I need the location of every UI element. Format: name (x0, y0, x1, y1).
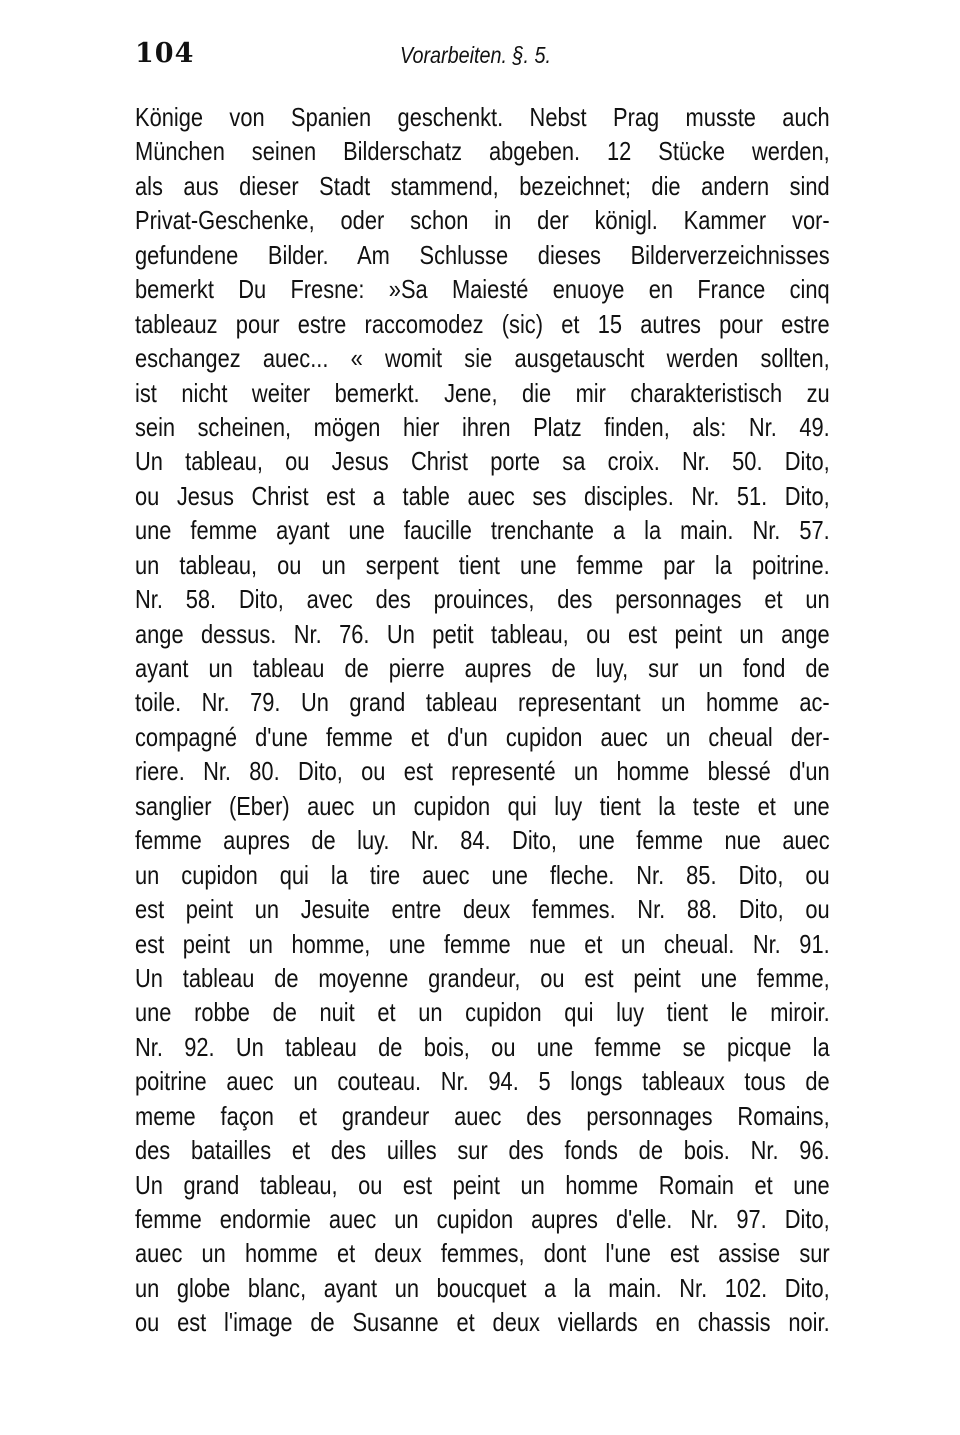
text-line: toile. Nr. 79. Un grand tableau representant un homme ac- (135, 687, 830, 718)
text-line: Un tableau de moyenne grandeur, ou est peint une femme, (135, 962, 830, 993)
text-line: des batailles et des uilles sur des fonds de bois. Nr. 96. (135, 1135, 830, 1166)
text-line: München seinen Bilderschatz abgeben. 12 Stücke werden, (135, 136, 830, 167)
text-line: est peint un homme, une femme nue et un cheual. Nr. 91. (135, 928, 830, 959)
running-head: Vorarbeiten. §. 5. (400, 42, 552, 68)
text-line: ou est l'image de Susanne et deux viellards en chassis noir. (135, 1307, 830, 1338)
text-line: tableauz pour estre raccomodez (sic) et 15 autres pour estre (135, 308, 830, 339)
text-line: riere. Nr. 80. Dito, ou est representé un homme blessé d'un (135, 756, 830, 787)
text-line: Nr. 58. Dito, avec des prouinces, des personnages et un (135, 584, 830, 615)
text-line: un cupidon qui la tire auec une fleche. Nr. 85. Dito, ou (135, 859, 830, 890)
text-line: un tableau, ou un serpent tient une femme par la poitrine. (135, 549, 830, 580)
text-line: femme endormie auec un cupidon aupres d'elle. Nr. 97. Dito, (135, 1204, 830, 1234)
text-line: ist nicht weiter bemerkt. Jene, die mir charakteristisch zu (135, 377, 830, 408)
text-line: sein scheinen, mögen hier ihren Platz finden, als: Nr. 49. (135, 411, 830, 442)
text-line: als aus dieser Stadt stammend, bezeichnet; die andern sind (135, 170, 830, 201)
text-line: Un tableau, ou Jesus Christ porte sa croix. Nr. 50. Dito, (135, 446, 830, 477)
text-line: eschangez auec... « womit sie ausgetauscht werden sollten, (135, 343, 830, 374)
text-line: auec un homme et deux femmes, dont l'une est assise sur (135, 1238, 830, 1269)
page-number: 104 (135, 38, 195, 69)
text-line: sanglier (Eber) auec un cupidon qui luy tient la teste et une (135, 790, 830, 821)
text-line: une femme ayant une faucille trenchante a la main. Nr. 57. (135, 515, 830, 546)
text-line: ayant un tableau de pierre aupres de luy, sur un fond de (135, 653, 830, 683)
text-line: gefundene Bilder. Am Schlusse dieses Bilderverzeichnisses (135, 239, 830, 270)
text-line: ange dessus. Nr. 76. Un petit tableau, ou est peint un ange (135, 618, 830, 649)
text-line: poitrine auec un couteau. Nr. 94. 5 longs tableaux tous de (135, 1066, 830, 1097)
page-header (135, 38, 830, 82)
text-line: Nr. 92. Un tableau de bois, ou une femme se picque la (135, 1031, 830, 1062)
text-line: compagné d'une femme et d'un cupidon auec un cheual der- (135, 721, 830, 752)
text-line: femme aupres de luy. Nr. 84. Dito, une femme nue auec (135, 825, 830, 856)
text-line: Könige von Spanien geschenkt. Nebst Prag musste auch (135, 102, 830, 132)
text-line: Privat-Geschenke, oder schon in der königl. Kammer vor- (135, 205, 830, 236)
text-line: ou Jesus Christ est a table auec ses disciples. Nr. 51. Dito, (135, 480, 830, 511)
text-line: est peint un Jesuite entre deux femmes. Nr. 88. Dito, ou (135, 894, 830, 925)
text-line: une robbe de nuit et un cupidon qui luy tient le miroir. (135, 997, 830, 1028)
text-line: un globe blanc, ayant un boucquet a la main. Nr. 102. Dito, (135, 1272, 830, 1303)
text-line: bemerkt Du Fresne: »Sa Maiesté enuoye en France cinq (135, 274, 830, 305)
text-line: meme façon et grandeur auec des personnages Romains, (135, 1100, 830, 1131)
text-line: Un grand tableau, ou est peint un homme Romain et une (135, 1169, 830, 1200)
body-text (135, 100, 830, 1340)
